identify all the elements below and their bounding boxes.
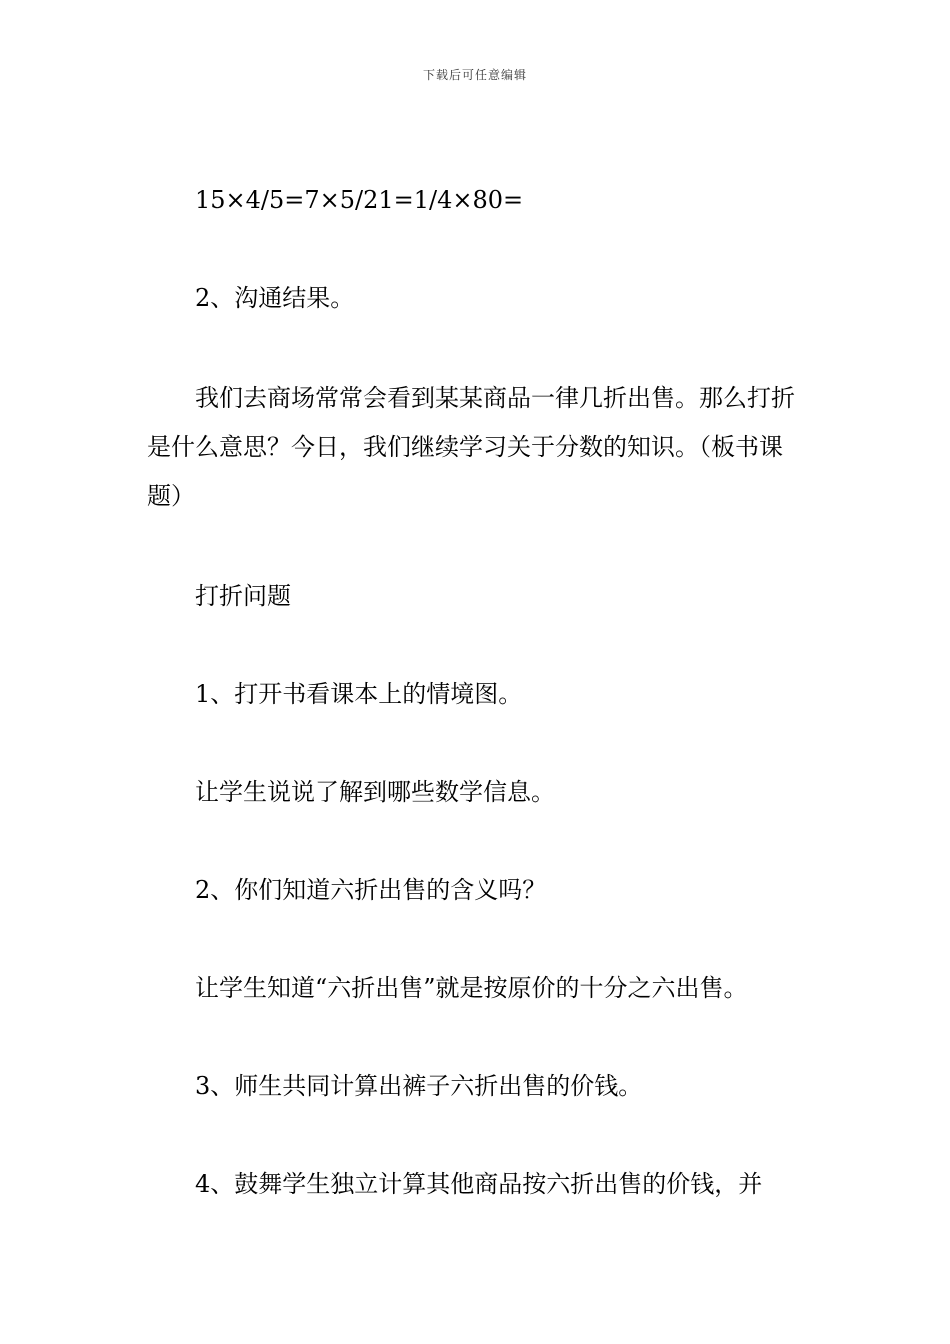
paragraph-step-1: 1、打开书看课本上的情境图。 — [195, 680, 523, 708]
header-note: 下载后可任意编辑 — [422, 68, 527, 82]
paragraph-formula: 15×4/5=7×5/21=1/4×80= — [195, 186, 524, 214]
paragraph-step-3: 3、师生共同计算出裤子六折出售的价钱。 — [195, 1072, 643, 1100]
paragraph-step-2: 2、你们知道六折出售的含义吗？ — [195, 876, 547, 904]
paragraph-step-4: 4、鼓舞学生独立计算其他商品按六折出售的价钱，并 — [195, 1170, 763, 1198]
paragraph-topic-title: 打折问题 — [195, 582, 291, 610]
paragraph-introduction: 我们去商场常常会看到某某商品一律几折出售。那么打折是什么意思？今日，我们继续学习关于分数的知识。（板书课题） — [147, 384, 795, 510]
paragraph-discount-meaning: 让学生知道“六折出售”就是按原价的十分之六出售。 — [195, 974, 748, 1002]
paragraph-communicate-results: 2、沟通结果。 — [195, 284, 355, 312]
paragraph-math-info: 让学生说说了解到哪些数学信息。 — [195, 778, 555, 806]
